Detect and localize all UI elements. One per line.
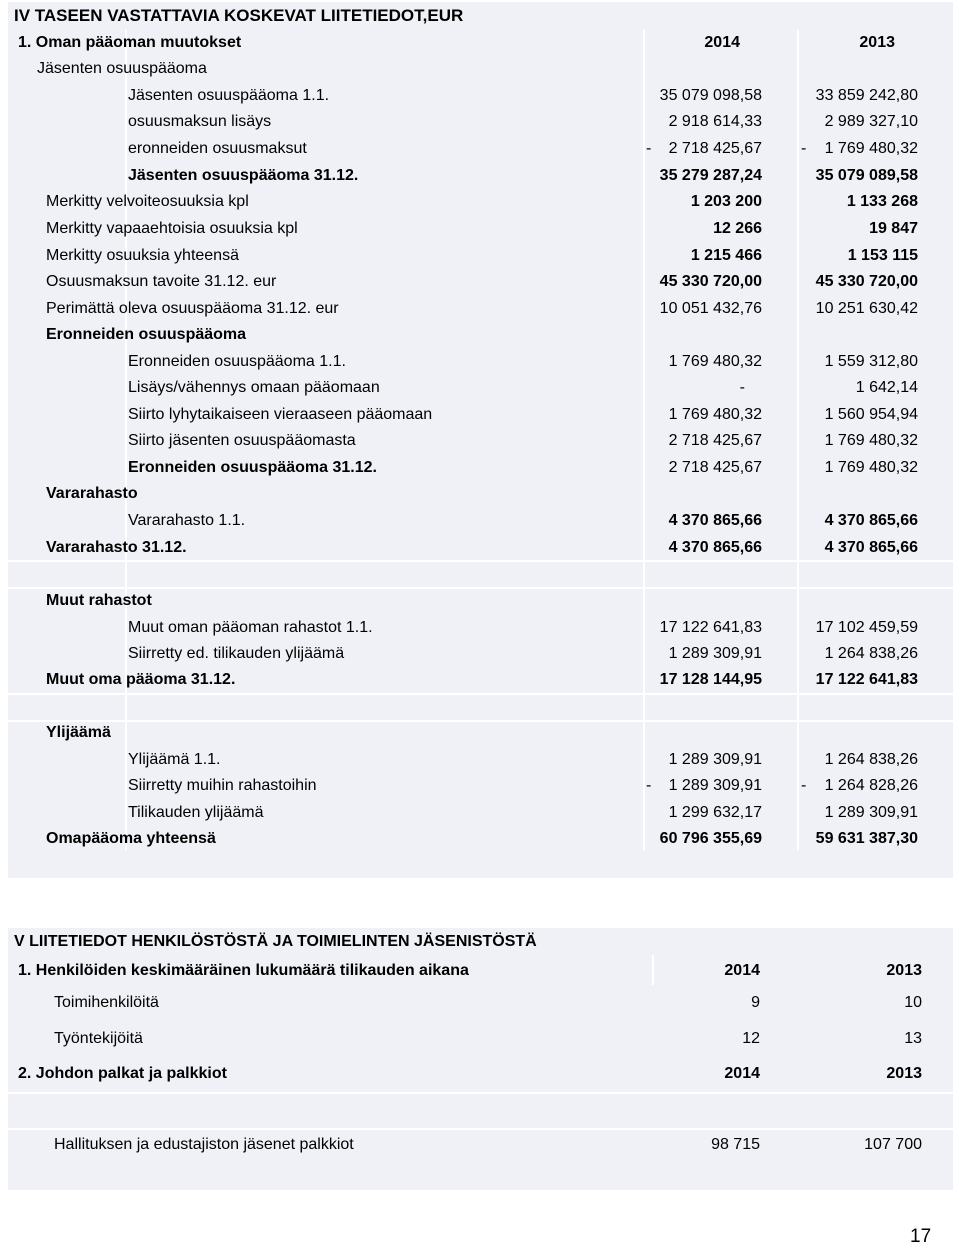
row-label: osuusmaksun lisäys [128, 113, 272, 130]
row-label: Osuusmaksun tavoite 31.12. eur [46, 273, 277, 290]
value-2013: 17 102 459,59 [815, 619, 918, 636]
section-v-sub2: 2. Johdon palkat ja palkkiot [18, 1065, 227, 1082]
negative-sign: - [646, 140, 652, 157]
value-2013: 1 769 480,32 [824, 140, 918, 157]
row-label: Siirto lyhytaikaiseen vieraaseen pääomaan [128, 406, 433, 423]
row-label: Merkitty velvoiteosuuksia kpl [46, 193, 249, 210]
value-2014: 1 769 480,32 [668, 353, 762, 370]
staff-label: Toimihenkilöitä [54, 994, 159, 1011]
board-fees-label: Hallituksen ja edustajiston jäsenet palkkiot [54, 1136, 354, 1153]
staff-value-2013: 13 [904, 1030, 922, 1047]
board-fees-2014: 98 715 [711, 1136, 760, 1153]
section-iv-subtitle: 1. Oman pääoman muutokset [18, 34, 242, 51]
value-2014: 1 769 480,32 [668, 406, 762, 423]
value-2014: 1 289 309,91 [668, 777, 762, 794]
value-2013: 1 264 838,26 [824, 751, 918, 768]
row-label: Siirretty ed. tilikauden ylijäämä [128, 645, 345, 662]
value-2013: 2 989 327,10 [824, 113, 918, 130]
value-2013: 1 153 115 [847, 247, 918, 264]
value-2014: 60 796 355,69 [659, 830, 762, 847]
row-label: Tilikauden ylijäämä [128, 804, 264, 821]
value-2013: 17 122 641,83 [815, 671, 918, 688]
value-2014: 17 122 641,83 [659, 619, 762, 636]
row-label: Merkitty osuuksia yhteensä [46, 247, 239, 264]
value-2014: 35 279 287,24 [659, 167, 762, 184]
value-2014: 10 051 432,76 [659, 300, 762, 317]
page-number: 17 [910, 1226, 932, 1247]
value-2014: 4 370 865,66 [668, 539, 762, 556]
negative-sign: - [801, 140, 807, 157]
value-2013: 35 079 089,58 [815, 167, 918, 184]
value-2014: 2 718 425,67 [668, 140, 762, 157]
section-iv-title: IV TASEEN VASTATTAVIA KOSKEVAT LIITETIEDOT,EUR [14, 6, 464, 25]
value-2013: 10 251 630,42 [815, 300, 918, 317]
row-label: Eronneiden osuuspääoma [46, 326, 247, 343]
year-2013-header: 2013 [859, 34, 895, 51]
value-2013: 1 769 480,32 [824, 432, 918, 449]
row-label: Jäsenten osuuspääoma 1.1. [128, 87, 330, 104]
value-2014: 17 128 144,95 [659, 671, 762, 688]
pay-year-2014: 2014 [724, 1065, 760, 1082]
value-2014: 2 918 614,33 [668, 113, 762, 130]
row-label: Lisäys/vähennys omaan pääomaan [128, 379, 380, 396]
value-2014: 1 215 466 [690, 247, 762, 264]
value-2014: 1 203 200 [690, 193, 762, 210]
value-2013: 19 847 [869, 220, 918, 237]
pay-year-2013: 2013 [886, 1065, 922, 1082]
row-label: eronneiden osuusmaksut [128, 140, 307, 157]
row-label: Siirretty muihin rahastoihin [128, 777, 317, 794]
row-label: Muut oma pääoma 31.12. [46, 671, 236, 688]
row-label: Jäsenten osuuspääoma 31.12. [128, 167, 359, 184]
value-2013: 45 330 720,00 [815, 273, 918, 290]
value-2014: 45 330 720,00 [659, 273, 762, 290]
value-2013: 1 264 838,26 [824, 645, 918, 662]
staff-value-2013: 10 [904, 994, 922, 1011]
row-label: Vararahasto 1.1. [128, 512, 246, 529]
year-2014-header: 2014 [704, 34, 740, 51]
row-label: Perimättä oleva osuuspääoma 31.12. eur [46, 300, 339, 317]
row-label: Omapääoma yhteensä [46, 830, 216, 847]
row-label: Vararahasto [46, 485, 138, 502]
row-label: Merkitty vapaaehtoisia osuuksia kpl [46, 220, 298, 237]
value-2013: 33 859 242,80 [815, 87, 918, 104]
section-v-sub1: 1. Henkilöiden keskimääräinen lukumäärä tilikauden aikana [18, 962, 469, 979]
value-2014: - [739, 379, 745, 396]
value-2014: 1 289 309,91 [668, 645, 762, 662]
value-2013: 1 642,14 [855, 379, 918, 396]
staff-year-2013: 2013 [886, 962, 922, 979]
value-2014: 12 266 [713, 220, 762, 237]
row-label: Eronneiden osuuspääoma 1.1. [128, 353, 346, 370]
board-fees-2013: 107 700 [864, 1136, 922, 1153]
value-2014: 2 718 425,67 [668, 459, 762, 476]
value-2013: 59 631 387,30 [815, 830, 918, 847]
row-label: Vararahasto 31.12. [46, 539, 187, 556]
staff-value-2014: 12 [742, 1030, 760, 1047]
staff-year-2014: 2014 [724, 962, 760, 979]
row-label: Ylijäämä [46, 724, 111, 741]
row-label: Jäsenten osuuspääoma [37, 60, 207, 77]
row-label: Ylijäämä 1.1. [128, 751, 221, 768]
value-2013: 4 370 865,66 [824, 512, 918, 529]
row-label: Eronneiden osuuspääoma 31.12. [128, 459, 377, 476]
negative-sign: - [801, 777, 807, 794]
value-2014: 1 299 632,17 [668, 804, 762, 821]
value-2014: 35 079 098,58 [659, 87, 762, 104]
value-2014: 1 289 309,91 [668, 751, 762, 768]
row-label: Muut rahastot [46, 592, 152, 609]
value-2013: 1 264 828,26 [824, 777, 918, 794]
value-2013: 1 133 268 [846, 193, 918, 210]
value-2013: 4 370 865,66 [824, 539, 918, 556]
staff-value-2014: 9 [751, 994, 760, 1011]
value-2014: 2 718 425,67 [668, 432, 762, 449]
negative-sign: - [646, 777, 652, 794]
value-2013: 1 289 309,91 [824, 804, 918, 821]
value-2014: 4 370 865,66 [668, 512, 762, 529]
row-label: Siirto jäsenten osuuspääomasta [128, 432, 356, 449]
value-2013: 1 559 312,80 [824, 353, 918, 370]
section-v-title: V LIITETIEDOT HENKILÖSTÖSTÄ JA TOIMIELINTEN JÄSENISTÖSTÄ [14, 933, 537, 950]
value-2013: 1 769 480,32 [824, 459, 918, 476]
value-2013: 1 560 954,94 [824, 406, 918, 423]
staff-label: Työntekijöitä [54, 1030, 143, 1047]
row-label: Muut oman pääoman rahastot 1.1. [128, 619, 373, 636]
